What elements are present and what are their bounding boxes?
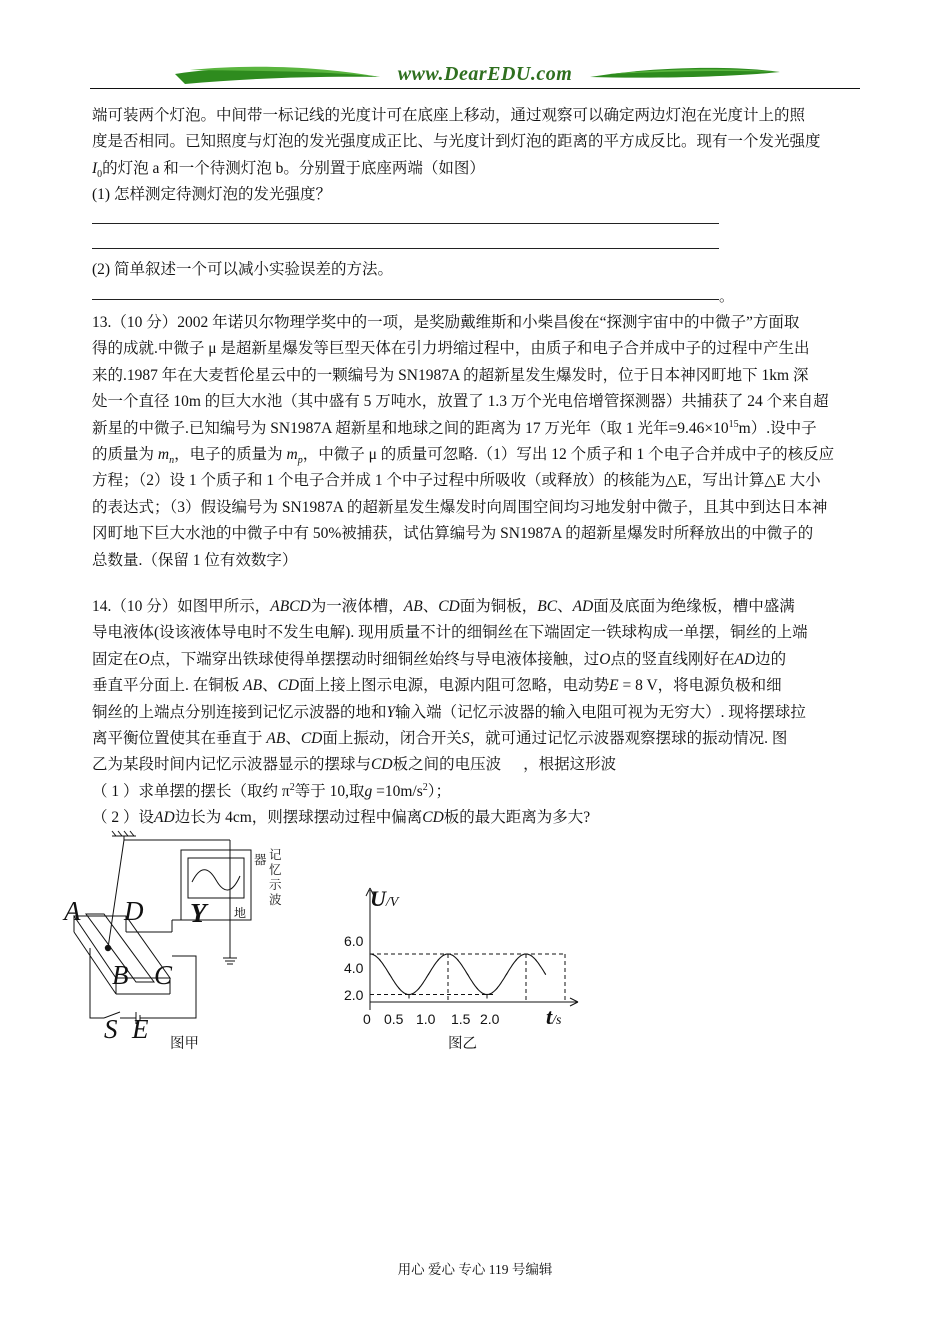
- data-point: [389, 974, 390, 975]
- data-point: [399, 988, 400, 989]
- label-A: A: [64, 896, 81, 926]
- label-E: E: [132, 1014, 149, 1044]
- q14-line-2: 导电液体(设该液体导电时不发生电解). 现用质量不计的细铜丝在下端固定一铁球构成一单摆，铜丝的上端: [92, 624, 808, 642]
- q14-line-1: 14.（10 分）如图甲所示，ABCD为一液体槽，AB、CD面为铜板，BC、AD面及底面为绝缘板，槽中盛满: [92, 598, 795, 615]
- xtick-1.5: 1.5: [451, 1011, 471, 1027]
- figure-a: [60, 828, 310, 1058]
- ylabel: [370, 886, 398, 912]
- xlabel-unit: /s: [552, 1013, 562, 1028]
- scope-label-vertical: 器: [254, 853, 267, 867]
- figure-b-caption: 图乙: [448, 1036, 477, 1052]
- data-point: [486, 994, 487, 995]
- label-S: S: [104, 1014, 118, 1044]
- q14-line-3: 固定在O点，下端穿出铁球使得单摆摆动时细铜丝始终与导电液体接触，过O点的竖直线刚好在AD边的: [92, 650, 787, 668]
- q12-line-2: 度是否相同。已知照度与灯泡的发光强度成正比、与光度计到灯泡的距离的平方成反比。现有一个发光强度: [92, 133, 821, 151]
- answer-blank-2[interactable]: [92, 248, 719, 249]
- xlabel: [546, 1004, 561, 1030]
- symbol-I: I: [92, 159, 98, 177]
- q14-text: [92, 594, 862, 832]
- xlabel-t: t: [546, 1004, 553, 1029]
- q13-line-3: 来的.1987 年在大麦哲伦星云中的一颗编号为 SN1987A 的超新星发生爆发时，位于日本神冈町地下 1km 深: [92, 366, 809, 384]
- q14-line-7: 乙为某段时间内记忆示波器显示的摆球与CD板之间的电压波 ，根据这形波: [92, 756, 617, 774]
- q14-subq-1: （ 1 ）求单摆的摆长（取约 $\pi^2$等于 10,取$g =10m/s^2$）；: [92, 781, 451, 800]
- answer-blank-3[interactable]: [92, 299, 719, 300]
- ytick-6: 6.0: [344, 933, 364, 949]
- data-point: [438, 959, 439, 960]
- data-point: [535, 959, 536, 960]
- label-C: C: [154, 960, 173, 990]
- q13-line-5: 新星的中微子.已知编号为 SN1987A 超新星和地球之间的距离为 17 万光年（取 1 光年$=9.46\times 10^{15}m$）.设中子: [92, 418, 817, 437]
- data-point: [369, 953, 370, 954]
- q13-line-4: 处一个直径 10m 的巨大水池（其中盛有 5 万吨水，放置了 1.3 万个光电倍增管探测器）共捕获了 24 个来自超: [92, 393, 829, 411]
- site-logo-text: www.DearEDU.com: [397, 63, 573, 85]
- q13-line-8: 的表达式；（3）假设编号为 SN1987A 的超新星发生爆发时向周围空间均习地发射中微子，且其中到达日本神: [92, 498, 828, 516]
- data-point: [516, 959, 517, 960]
- q13-line-10: 总数量.（保留 1 位有效数字）: [92, 551, 298, 569]
- q12-line-3: [92, 156, 862, 182]
- q13-line-2: 得的成就.中微子 μ 是超新星爆发等巨型天体在引力坍缩过程中，由质子和电子合并成中子的过程中产生出: [92, 340, 810, 358]
- figure-b: [330, 880, 590, 1055]
- data-point: [408, 994, 409, 995]
- q14-subq-2: （ 2 ）设AD边长为 4cm，则摆球摆动过程中偏离CD板的最大距离为多大?: [92, 809, 591, 827]
- q12-subq-2: (2) 简单叙述一个可以减小实验误差的方法。: [92, 261, 393, 278]
- data-point: [477, 988, 478, 989]
- q12-line-3-text: 的灯泡 a 和一个待测灯泡 b。分别置于底座两端（如图）: [102, 159, 485, 177]
- q13-line-7: 方程；（2）设 1 个质子和 1 个电子合并成 1 个中子过程中所吸收（或释放）的核能为△E，写出计算△E 大小: [92, 472, 821, 490]
- ylabel-unit: /V: [385, 895, 399, 910]
- q12-subq-1: (1) 怎样测定待测灯泡的发光强度？: [92, 186, 331, 204]
- label-ground: 地: [234, 906, 247, 920]
- data-point: [525, 953, 526, 954]
- label-Y: Y: [190, 898, 207, 928]
- header-rule: [90, 88, 860, 89]
- label-B: B: [112, 960, 129, 990]
- answer-blank-1[interactable]: [92, 223, 719, 224]
- data-point: [545, 974, 546, 975]
- ytick-2: 2.0: [344, 987, 364, 1003]
- q14-line-4: 垂直平分面上. 在铜板 AB、CD面上接上图示电源，电源内阻可忽略，电动势E = 8 V，将电源负极和细: [92, 677, 782, 695]
- q13-text: [92, 310, 862, 574]
- data-point: [457, 959, 458, 960]
- footer-text: 用心 爱心 专心 119 号编辑: [397, 1262, 553, 1277]
- figure-a-caption: 图甲: [170, 1036, 199, 1052]
- xtick-0: 0: [363, 1011, 371, 1027]
- q13-line-9: 冈町地下巨大水池的中微子中有 50%被捕获，试估算编号为 SN1987A 的超新星爆发时所释放出的中微子的: [92, 525, 814, 543]
- data-point: [496, 988, 497, 989]
- data-point: [379, 959, 380, 960]
- data-point: [506, 974, 507, 975]
- q13-line-6: 的质量为 $m_n$，电子的质量为 $m_p$，中微子 μ 的质量可忽略.（1）写出 12 个质子和 1 个电子合并成中子的核反应: [92, 446, 835, 467]
- q13-line-1: 13.（10 分）2002 年诺贝尔物理学奖中的一项，是奖励戴维斯和小柴昌俊在“探测宇宙中的中微子”方面取: [92, 314, 800, 331]
- ytick-4: 4.0: [344, 960, 364, 976]
- q14-line-5: 铜丝的上端点分别连接到记忆示波器的地和Y输入端（记忆示波器的输入电阻可视为无穷大）. 现将摆球拉: [92, 703, 806, 721]
- x-axis-arrow-u: [570, 998, 578, 1002]
- xtick-1.0: 1.0: [416, 1011, 436, 1027]
- q12-line-1: 端可装两个灯泡。中间带一标记线的光度计可在底座上移动，通过观察可以确定两边灯泡在光度计上的照: [92, 107, 806, 124]
- data-point: [418, 988, 419, 989]
- q14-line-6: 离平衡位置使其在垂直于 AB、CD面上振动，闭合开关S，就可通过记忆示波器观察摆球的振动情况. 图: [92, 730, 788, 748]
- scope-label-vertical-2: 记 忆 示 波: [269, 848, 282, 907]
- label-D: D: [124, 896, 144, 926]
- xtick-2.0: 2.0: [480, 1011, 500, 1027]
- data-point: [447, 953, 448, 954]
- pendulum-bob: [105, 945, 111, 951]
- xtick-0.5: 0.5: [384, 1011, 404, 1027]
- end-mark: 。: [719, 289, 735, 305]
- data-point: [428, 974, 429, 975]
- q12-text: [92, 103, 862, 209]
- ylabel-U: U: [370, 886, 386, 911]
- subscript-0: 0: [97, 168, 103, 180]
- x-axis-arrow-d: [570, 1002, 578, 1006]
- data-point: [467, 974, 468, 975]
